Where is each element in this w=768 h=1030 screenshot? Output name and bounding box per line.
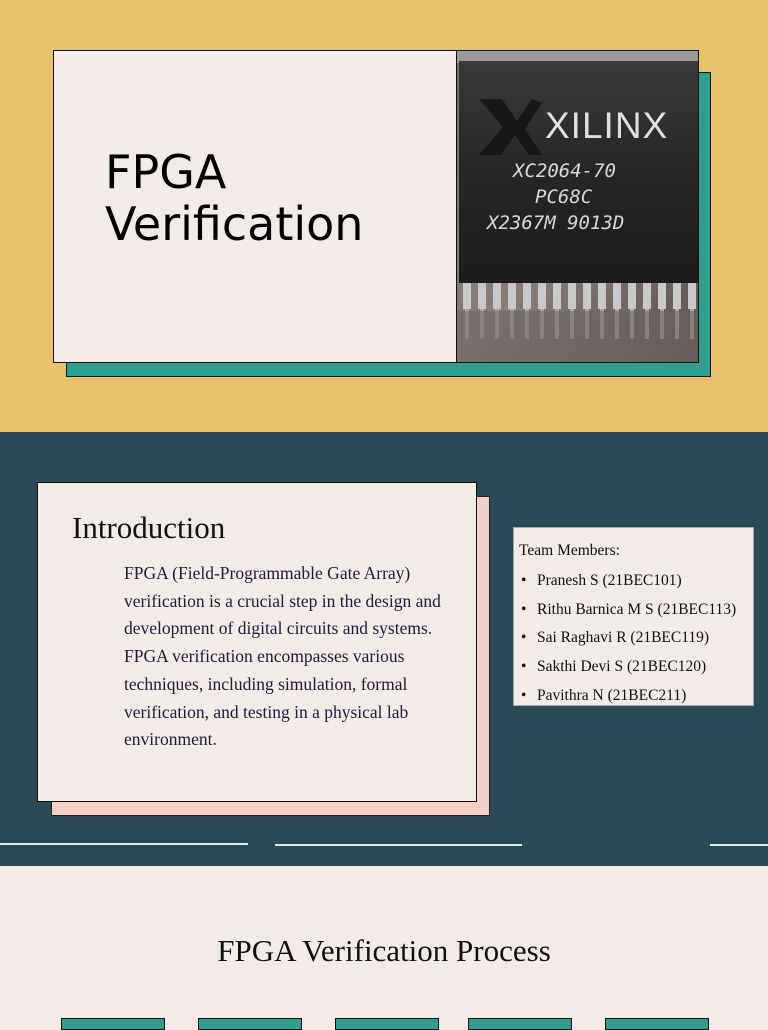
decorative-line <box>710 844 768 846</box>
chip-marking-2: PC68C <box>535 186 593 208</box>
process-step-box <box>605 1018 709 1030</box>
process-step-box <box>61 1018 165 1030</box>
team-members-heading: Team Members: <box>519 542 620 559</box>
fpga-chip-photo <box>456 50 699 363</box>
slide-introduction <box>0 432 768 866</box>
team-member: • Sai Raghavi R (21BEC119) <box>519 624 753 653</box>
presentation-title: FPGA Verification <box>105 145 364 251</box>
team-members-list <box>519 567 753 711</box>
team-member: • Pavithra N (21BEC211) <box>519 682 753 711</box>
process-title: FPGA Verification Process <box>217 933 551 968</box>
chip-brand: XILINX <box>545 105 669 146</box>
decorative-line <box>0 843 248 845</box>
intro-paragraph: FPGA (Field-Programmable Gate Array) verification is a crucial step in the design and development of digital circuits and systems. FPGA verification encompasses various techniques, including simulation, formal verification, and testing in a physical lab environment. <box>124 563 441 750</box>
slide-verification-process <box>0 866 768 1024</box>
intro-heading: Introduction <box>72 510 226 545</box>
team-member: • Pranesh S (21BEC101) <box>519 567 753 596</box>
team-member: • Rithu Barnica M S (21BEC113) <box>519 596 753 625</box>
slide-title <box>0 0 768 432</box>
process-step-box <box>198 1018 302 1030</box>
team-members-box <box>513 527 754 706</box>
process-step-box <box>468 1018 572 1030</box>
team-member: • Sakthi Devi S (21BEC120) <box>519 653 753 682</box>
chip-marking-3: X2367M 9013D <box>487 212 625 234</box>
chip-marking-1: XC2064-70 <box>513 160 616 182</box>
process-step-box <box>335 1018 439 1030</box>
decorative-line <box>275 844 522 846</box>
